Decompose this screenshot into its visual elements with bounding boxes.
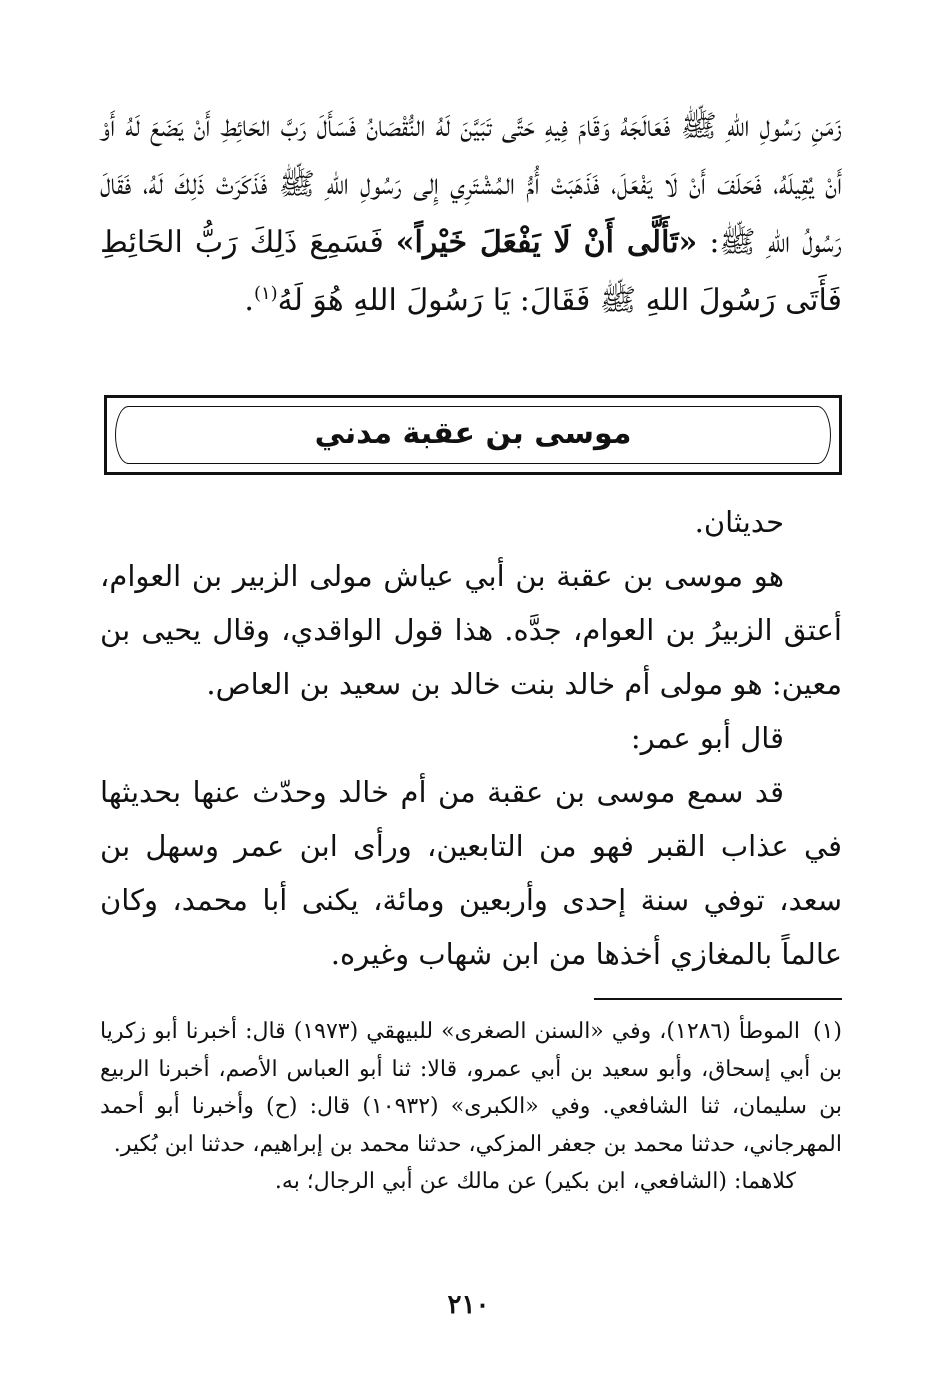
footnote-last-line: كلاهما: (الشافعي، ابن بكير) عن مالك عن أبي الرجال؛ به. [274,1169,796,1194]
page-number: ٢١٠ [447,1290,490,1320]
hadith-text-after: فَسَمِعَ ذَلِكَ رَبُّ الحَائِطِ فَأَتَى رَسُولَ اللهِ ﷺ فَقَالَ: يَا رَسُولَ اللهِ هُوَ لَهُ [100,225,842,318]
section-title-box [104,395,842,475]
body-paragraph-hadith-count: حديثان. [694,505,784,539]
footnote-text: الموطأ (١٢٨٦)، وفي «السنن الصغرى» للبيهقي (١٩٧٣) قال: أخبرنا أبو زكريا بن أبي إسحاق، وأبو سعيد بن أبي عمرو، قالا: ثنا أبو العباس الأصم، أخبرنا الربيع بن سليمان، ثنا الشافعي. وفي «الكبرى» (١٠٩٣٢) قال: (ح) وأخبرنا أبو أحمد المهرجاني، حدثنا محمد بن جعفر المزكي، حدثنا محمد بن إبراهيم، حدثنا ابن بُكير. [100,1019,842,1157]
body-paragraph-abu-umar: قال أبو عمر: [630,721,784,755]
hadith-quote: «تَأَلَّى أَنْ لَا يَفْعَلَ خَيْراً» [395,225,698,260]
body-paragraph-biography: قد سمع موسى بن عقبة من أم خالد وحدّث عنها بحديثها في عذاب القبر فهو من التابعين، ورأى ابن عمر وسهل بن سعد، توفي سنة إحدى وأربعين ومائة، يكنى أبا محمد، وكان عالماً بالمغازي أخذها من ابن شهاب وغيره. [100,775,842,971]
footnote-number: (١) [812,1019,842,1044]
hadith-text-before: زَمَنِ رَسُولِ اللهِ ﷺ فَعَالَجَهُ وَقَامَ فِيهِ حَتَّى تَبَيَّنَ لَهُ النُّقْصَانُ فَسَأَلَ رَبَّ الحَائِطِ أَنْ يَضَعَ لَهُ أَوْ أَنْ يُقِيلَهُ، فَحَلَفَ أَنْ لَا يَفْعَلَ، فَذَهَبَتْ أُمُّ المُشْتَرِي إِلى رَسُولِ اللهِ ﷺ فَذَكَرَتْ ذَلِكَ لَهُ، فَقَالَ رَسُولُ اللهِ ﷺ: [100,109,842,260]
footnote-separator [594,998,842,1000]
footnote [100,1013,842,1201]
biography-body [100,495,842,981]
footnote-reference: (١) [253,283,278,304]
hadith-paragraph [100,98,842,330]
section-title: موسى بن عقبة مدني [314,416,632,451]
body-paragraph-lineage: هو موسى بن عقبة بن أبي عياش مولى الزبير بن العوام، أعتق الزبيرُ بن العوام، جدَّه. هذا قول الواقدي، وقال يحيى بن معين: هو مولى أم خالد بنت خالد بن سعيد بن العاص. [100,559,842,701]
hadith-end-mark: . [244,283,254,318]
